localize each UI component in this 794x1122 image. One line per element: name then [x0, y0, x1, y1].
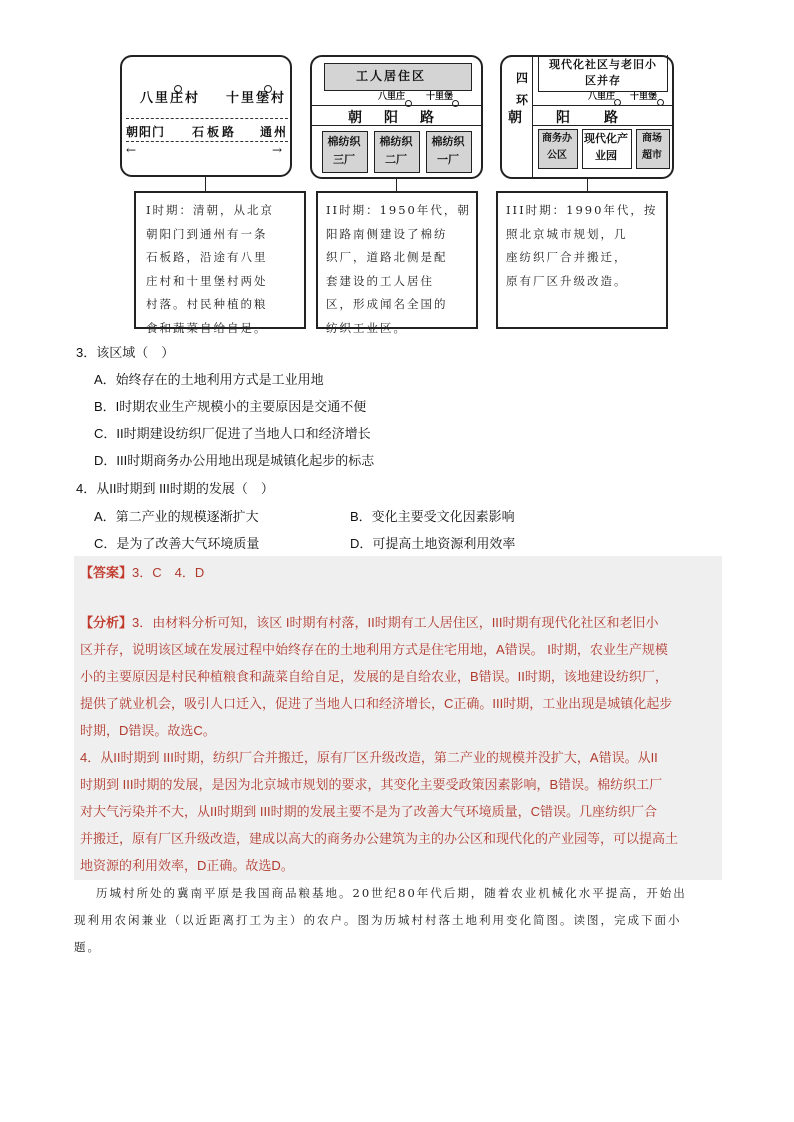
question-3-option-c[interactable]: C．II时期建设纺织厂促进了当地人口和经济增长	[94, 426, 371, 441]
analysis-line-6: 4．从II时期到 III时期，纺织厂合并搬迁，原有厂区升级改造，第二产业的规模并没扩大，A错误。从II	[80, 750, 658, 765]
description-1-text	[146, 199, 274, 340]
question-4-option-d[interactable]: D．可提高土地资源利用效率	[350, 536, 516, 551]
road-line-lower	[126, 141, 288, 142]
answer-line	[80, 562, 204, 581]
question-4-option-b[interactable]: B．变化主要受文化因素影响	[350, 509, 515, 524]
road-line	[126, 118, 288, 119]
passage-line-3: 题。	[74, 940, 101, 954]
analysis-line-10: 地资源的利用效率，D正确。故选D。	[80, 858, 294, 873]
answer-text: 3．C 4．D	[132, 565, 205, 580]
desc3-line: 座纺织厂合并搬迁，	[506, 250, 628, 264]
desc1-line: I时期：清朝，从北京	[146, 203, 275, 217]
analysis-text: 3．由材料分析可知，该区 I时期有村落，II时期有工人居住区，III时期有现代化社区和老旧小	[132, 615, 659, 630]
desc2-line: 纺织工业区。	[326, 320, 407, 335]
connector-1	[205, 177, 206, 191]
desc3-line: 照北京城市规划，几	[506, 226, 628, 241]
question-3-option-d[interactable]: D．III时期商务办公用地出现是城镇化起步的标志	[94, 453, 375, 468]
panel-period-1	[120, 55, 292, 177]
analysis-line-1	[80, 612, 659, 631]
desc2-line: 套建设的工人居住	[326, 273, 434, 288]
road-bottom-line	[532, 125, 672, 126]
road-label: 朝阳路	[508, 110, 652, 126]
panel-period-2	[310, 55, 483, 179]
residence-label: 工人居住区	[356, 69, 427, 83]
analysis-line-9: 并搬迁，原有厂区升级改造，建成以高大的商务办公建筑为主的办公区和现代化的产业园等，可以提高土	[80, 831, 679, 846]
question-4-option-c[interactable]: C．是为了改善大气环境质量	[94, 536, 260, 551]
ring-road-label: 四环	[516, 71, 529, 107]
desc1-line: 庄村和十里堡村两处	[146, 273, 268, 288]
road-label: 石板路	[192, 125, 238, 139]
description-2-text	[326, 199, 471, 340]
desc2-line: 阳路南侧建设了棉纺	[326, 226, 448, 241]
question-3-stem: 3．该区域（ ）	[76, 345, 175, 360]
description-3-text	[506, 199, 657, 293]
right-arrow: →	[272, 143, 283, 157]
mill-1-label: 棉纺织一厂	[431, 135, 465, 166]
road-label: 朝阳路	[348, 110, 456, 126]
label-bali: 八里庄	[378, 92, 406, 102]
end-label: 通州	[260, 125, 289, 139]
desc1-line: 石板路，沿途有八里	[146, 250, 268, 264]
road-top-line	[532, 105, 672, 106]
desc1-line: 食和蔬菜自给自足。	[146, 320, 268, 335]
connector-3	[587, 179, 588, 191]
question-4-option-a[interactable]: A．第二产业的规模逐渐扩大	[94, 509, 259, 524]
desc2-line: 区，形成闻名全国的	[326, 297, 448, 311]
village-shili-label: 十里堡村	[226, 91, 287, 106]
office-label: 商务办公区	[542, 133, 572, 161]
answer-tag: 【答案】	[80, 565, 133, 580]
label-shili: 十里堡	[630, 92, 658, 102]
description-period-1	[134, 191, 306, 335]
description-period-3	[496, 191, 668, 329]
desc2-line: 织厂，道路北侧是配	[326, 250, 448, 264]
label-shili: 十里堡	[426, 92, 454, 102]
mill-3-label: 棉纺织三厂	[327, 135, 361, 166]
analysis-line-8: 对大气污染并不大，从II时期到 III时期的发展主要不是为了改善大气环境质量，C错误。几座纺织厂合	[80, 804, 658, 819]
community-label: 现代化社区与老旧小区并存	[549, 58, 657, 87]
desc1-line: 朝阳门到通州有一条	[146, 226, 268, 241]
analysis-line-5: 时期，D错误。故选C。	[80, 723, 216, 738]
analysis-line-2: 区并存，说明该区域在发展过程中始终存在的土地利用方式是住宅用地，A错误。 I时期，农业生产规模	[80, 642, 668, 657]
desc3-line: III时期：1990年代，按	[506, 203, 658, 217]
gate-label: 朝阳门	[126, 125, 166, 139]
question-3-option-a[interactable]: A．始终存在的土地利用方式是工业用地	[94, 372, 324, 387]
desc1-line: 村落。村民种植的粮	[146, 297, 268, 311]
market-label: 商场超市	[642, 133, 662, 161]
analysis-line-7: 时期到 III时期的发展，是因为北京城市规划的要求，其变化主要受政策因素影响，B错误。棉纺织工厂	[80, 777, 663, 792]
connector-2	[396, 179, 397, 191]
mill-2-label: 棉纺织二厂	[379, 135, 413, 166]
question-3-option-b[interactable]: B．I时期农业生产规模小的主要原因是交通不便	[94, 399, 367, 414]
analysis-tag: 【分析】	[80, 615, 133, 630]
left-arrow: ←	[126, 143, 137, 157]
road-bottom-line	[312, 125, 481, 126]
analysis-line-4: 提供了就业机会，吸引人口迁入，促进了当地人口和经济增长，C正确。III时期，工业出现是城镇化起步	[80, 696, 673, 711]
panel-period-3	[500, 55, 674, 179]
road-top-line	[312, 105, 481, 106]
village-bali-label: 八里庄村	[140, 91, 201, 106]
passage-line-1: 历城村所处的冀南平原是我国商品粮基地。20世纪80年代后期，随着农业机械化水平提高，开始出	[96, 886, 687, 900]
question-4-stem: 4．从II时期到 III时期的发展（ ）	[76, 481, 274, 496]
desc2-line: II时期：1950年代，朝	[326, 203, 471, 217]
park-label: 现代化产业园	[584, 132, 628, 162]
description-period-2	[316, 191, 478, 335]
passage-line-2: 现利用农闲兼业（以近距离打工为主）的农户。图为历城村村落土地利用变化简图。读图，完成下面小	[74, 913, 682, 927]
desc3-line: 原有厂区升级改造。	[506, 273, 628, 288]
analysis-line-3: 小的主要原因是村民种植粮食和蔬菜自给自足，发展的是自给农业，B错误。II时期，该地建设纺织厂，	[80, 669, 668, 684]
label-bali: 八里庄	[588, 92, 616, 102]
